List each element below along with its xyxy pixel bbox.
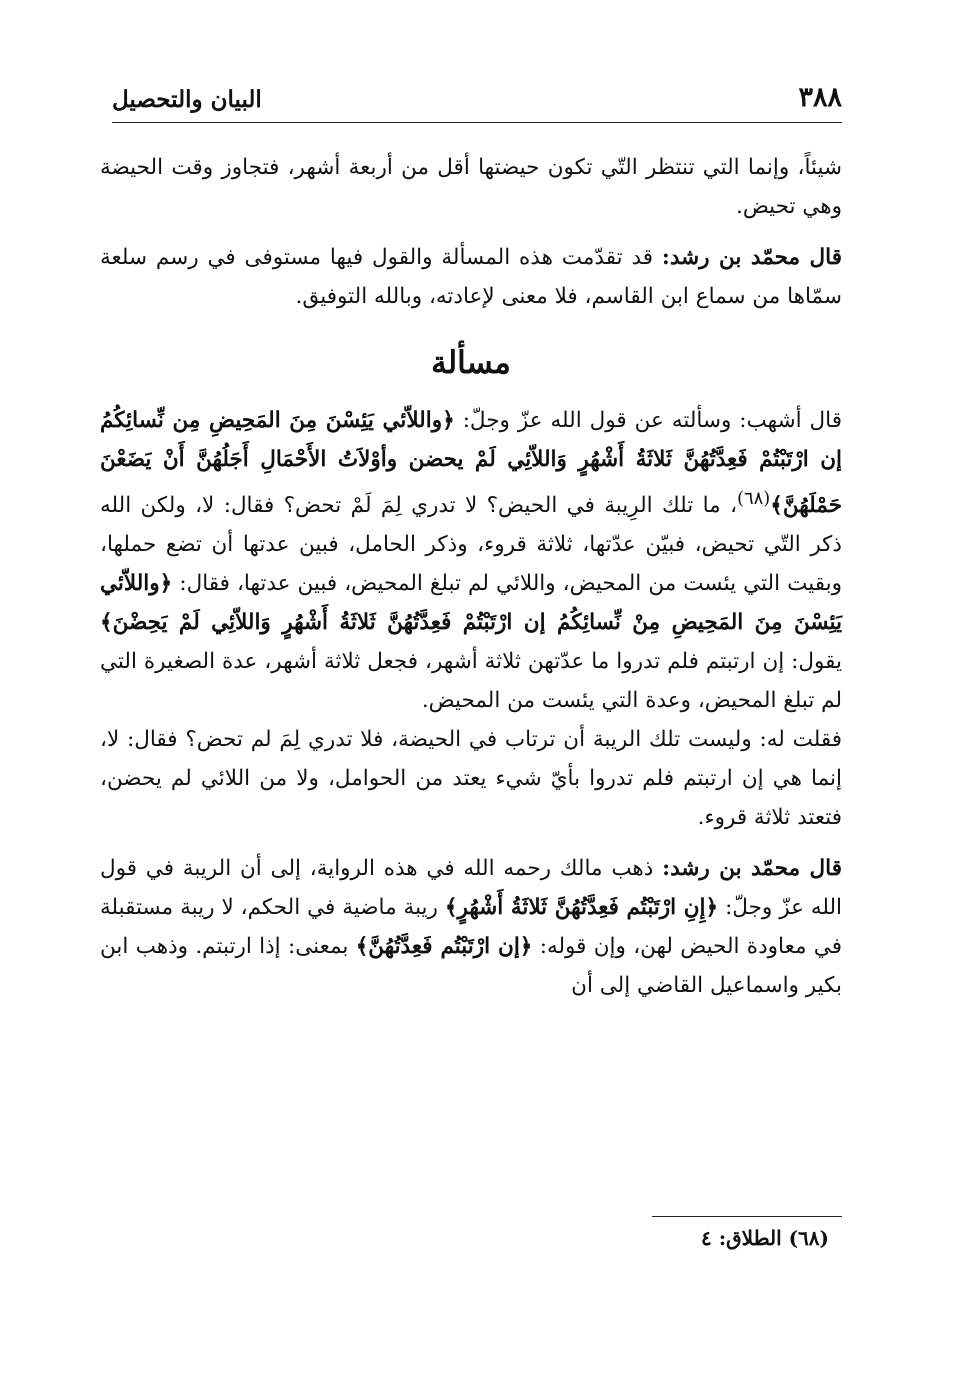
quran-verse: ﴿إِنِ ارْتَبْتُم فَعِدَّتُهُنَّ ثَلاثَةُ أَشْهُرٍ﴾ [444, 895, 719, 921]
footnote: (٦٨) الطلاق: ٤ [701, 1226, 829, 1250]
paragraph-2-text: قد تقدّمت هذه المسألة والقول فيها مستوفى في رسم سلعة سمّاها من سماع ابن القاسم، فلا معنى لإعادته، وبالله التوفيق. [100, 245, 842, 309]
paragraph-1: شيئاً، وإنما التي تنتظر التّي تكون حيضتها أقل من أربعة أشهر، فتجاوز وقت الحيضة وهي تحيض. [100, 155, 842, 219]
header-rule [112, 122, 842, 123]
body-text [100, 148, 842, 1005]
speaker-label: قال محمّد بن رشد: [661, 245, 842, 270]
footnote-rule [652, 1216, 842, 1217]
quran-verse: ﴿واللاّئي يَئِسْنَ مِنَ المَحِيضِ مِن نِّسائِكُمُ إن ارْتَبْتُمْ فَعِدَّتُهُنَّ ثَلاثَةُ أَشْهُرٍ وَاللاّئِي لَمْ يحضن وأوْلاَتُ الأَحْمَالِ أَجَلُهُنَّ أَنْ يَضَعْنَ حَمْلَهُنَّ﴾ [100, 408, 842, 519]
page-header [112, 82, 842, 116]
paragraph-5 [100, 849, 842, 1005]
paragraph-3-end: يقول: إن ارتبتم فلم تدروا ما عدّتهن ثلاثة أشهر، فجعل ثلاثة أشهر، عدة الصغيرة التي لم تبلغ المحيض، وعدة التي يئست من المحيض. [100, 649, 842, 714]
paragraph-5-intro: ذهب مالك رحمه الله في هذه الرواية، إلى أن الريبة في قول الله عزّ وجلّ: [100, 856, 843, 921]
paragraph-4: فقلت له: وليست تلك الريبة أن ترتاب في الحيضة، فلا تدري لِمَ لم تحض؟ فقال: لا، إنما هي إن ارتبتم فلم تدروا بأيّ شيء يعتد من الحوامل، ولا من اللائي لم يحضن، فتعتد ثلاثة قروء. [100, 727, 842, 831]
paragraph-2 [100, 238, 842, 316]
paragraph-3-intro: قال أشهب: وسألته عن قول الله عزّ وجلّ: [462, 408, 842, 433]
section-heading: مسألة [431, 345, 511, 381]
footnote-ref: (٦٨) [737, 488, 771, 509]
paragraph-5-end: بمعنى: إذا ارتبتم. وذهب ابن بكير واسماعيل القاضي إلى أن [100, 934, 842, 999]
quran-verse: ﴿إن ارْتَبْتُم فَعِدَّتُهُنَّ﴾ [355, 934, 533, 960]
running-title: البيان والتحصيل [112, 86, 262, 113]
paragraph-5-body: ريبة ماضية في الحكم، لا ريبة مستقبلة في معاودة الحيض لهن، وإن قوله: [100, 895, 842, 960]
paragraph-3-body: ، ما تلك الرِيبة في الحيض؟ لا تدري لِمَ لَمْ تحض؟ فقال: لا، ولكن الله ذكر التّي تحيض، فبيّن عدّتها، ثلاثة قروء، وذكر الحامل، فبين عدتها أن تضع حملها، وبقيت التي يئست من المحيض، واللائي لم تبلغ المحيض، فبين عدتها، فقال: [100, 493, 842, 597]
quran-verse: ﴿واللاّئي يَئِسْنَ مِنَ المَحِيضِ مِنْ نِّسائِكُمُ إن ارْتَبْتُمْ فَعِدَّتُهُنَّ ثَلاثَةُ أَشْهُرٍ وَاللاّئِي لَمْ يَحِضْنَ﴾ [100, 571, 842, 636]
speaker-label: قال محمّد بن رشد: [662, 856, 842, 882]
page-number: ٣٨٨ [798, 82, 842, 113]
paragraph-3 [100, 401, 842, 720]
